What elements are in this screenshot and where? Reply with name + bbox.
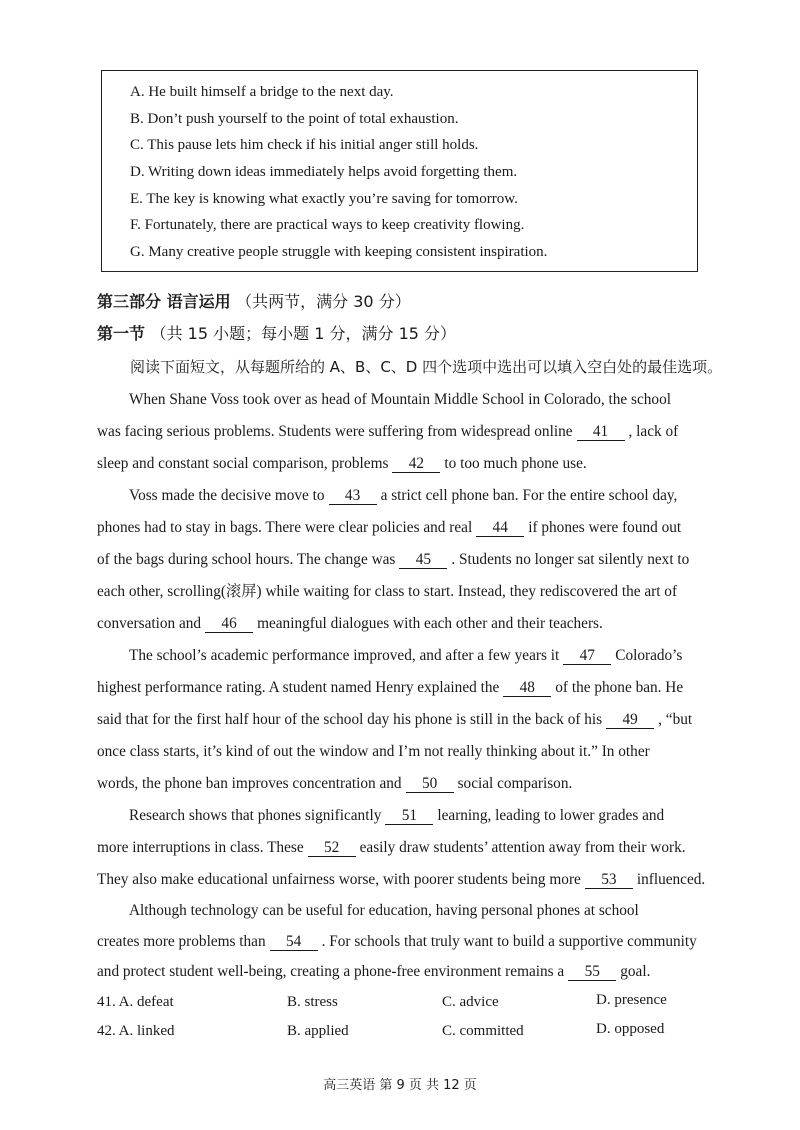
- text-run: Colorado’s: [615, 647, 683, 664]
- text-run: if phones were found out: [528, 519, 682, 536]
- question-41-choice-a: 41. A. defeat: [97, 994, 174, 1010]
- passage-line: [129, 646, 682, 666]
- passage-line: Although technology can be useful for education, having personal phones at school: [129, 902, 639, 919]
- text-run: , “but: [658, 711, 693, 728]
- text-run: . For schools that truly want to build a supportive community: [321, 933, 697, 950]
- passage-line: When Shane Voss took over as head of Mountain Middle School in Colorado, the school: [129, 391, 671, 408]
- passage-line: [97, 774, 572, 794]
- text-run: highest performance rating. A student named Henry explained the: [97, 679, 500, 696]
- text-run: meaningful dialogues with each other and their teachers.: [257, 615, 603, 632]
- text-run: phones had to stay in bags. There were clear policies and real: [97, 519, 473, 536]
- blank-54: 54: [270, 933, 318, 951]
- option-c: C. This pause lets him check if his initial anger still holds.: [130, 137, 479, 153]
- option-d: D. Writing down ideas immediately helps avoid forgetting them.: [130, 164, 518, 180]
- passage-line: [97, 710, 692, 730]
- passage-line: once class starts, it’s kind of out the window and I’m not really thinking about it.” In other: [97, 743, 650, 760]
- text-run: influenced.: [636, 871, 706, 888]
- option-a: A. He built himself a bridge to the next day.: [130, 84, 394, 100]
- instruction: 阅读下面短文，从每题所给的 A、B、C、D 四个选项中选出可以填入空白处的最佳选项。: [130, 358, 723, 376]
- passage-line: each other, scrolling(滚屏) while waiting for class to start. Instead, they rediscovered the art of: [97, 583, 678, 600]
- text-run: Research shows that phones significantly: [129, 807, 382, 824]
- question-42-choice-d: D. opposed: [596, 1021, 665, 1037]
- text-run: to too much phone use.: [444, 455, 587, 472]
- passage-line: [97, 838, 686, 858]
- passage-line: [97, 518, 681, 538]
- text-run: goal.: [620, 963, 651, 980]
- text-run: . Students no longer sat silently next to: [451, 551, 690, 568]
- blank-48: 48: [503, 679, 551, 697]
- blank-44: 44: [476, 519, 524, 537]
- passage-line: [97, 932, 697, 952]
- text-run: creates more problems than: [97, 933, 266, 950]
- text-run: sleep and constant social comparison, problems: [97, 455, 389, 472]
- passage-line: [97, 550, 689, 570]
- text-run: Voss made the decisive move to: [129, 487, 325, 504]
- blank-43: 43: [329, 487, 377, 505]
- text-run: a strict cell phone ban. For the entire school day,: [380, 487, 678, 504]
- option-b: B. Don’t push yourself to the point of total exhaustion.: [130, 111, 459, 127]
- option-f: F. Fortunately, there are practical ways to keep creativity flowing.: [130, 217, 525, 233]
- part-heading: [97, 292, 411, 312]
- blank-52: 52: [308, 839, 356, 857]
- section-note: （共 15 小题；每小题 1 分，满分 15 分）: [150, 324, 457, 343]
- text-run: of the phone ban. He: [555, 679, 684, 696]
- question-41-choice-b: B. stress: [287, 994, 338, 1010]
- blank-45: 45: [399, 551, 447, 569]
- section-title: 第一节: [97, 324, 146, 343]
- text-run: easily draw students’ attention away from their work.: [359, 839, 686, 856]
- question-42-choice-b: B. applied: [287, 1023, 349, 1039]
- text-run: social comparison.: [457, 775, 573, 792]
- blank-53: 53: [585, 871, 633, 889]
- passage-line: [97, 962, 650, 982]
- option-e: E. The key is knowing what exactly you’re saving for tomorrow.: [130, 191, 518, 207]
- text-run: said that for the first half hour of the school day his phone is still in the back of his: [97, 711, 603, 728]
- text-run: learning, leading to lower grades and: [437, 807, 665, 824]
- passage-line: [97, 422, 678, 442]
- blank-42: 42: [392, 455, 440, 473]
- blank-49: 49: [606, 711, 654, 729]
- blank-41: 41: [577, 423, 625, 441]
- question-42-choice-a: 42. A. linked: [97, 1023, 175, 1039]
- question-41-choice-c: C. advice: [442, 994, 499, 1010]
- part-note: （共两节，满分 30 分）: [236, 292, 411, 311]
- option-g: G. Many creative people struggle with keeping consistent inspiration.: [130, 244, 548, 260]
- text-run: of the bags during school hours. The change was: [97, 551, 396, 568]
- passage-line: [97, 454, 587, 474]
- blank-55: 55: [568, 963, 616, 981]
- passage-line: [129, 486, 677, 506]
- text-run: The school’s academic performance improved, and after a few years it: [129, 647, 560, 664]
- text-run: was facing serious problems. Students were suffering from widespread online: [97, 423, 573, 440]
- section-heading: [97, 324, 456, 344]
- question-41-choice-d: D. presence: [596, 992, 667, 1008]
- passage-line: [97, 678, 683, 698]
- question-42-choice-c: C. committed: [442, 1023, 524, 1039]
- blank-51: 51: [385, 807, 433, 825]
- passage-line: [97, 614, 603, 634]
- passage-line: [129, 806, 664, 826]
- passage-line: [97, 870, 705, 890]
- text-run: conversation and: [97, 615, 202, 632]
- blank-46: 46: [205, 615, 253, 633]
- text-run: They also make educational unfairness worse, with poorer students being more: [97, 871, 581, 888]
- part-title: 第三部分 语言运用: [97, 292, 231, 311]
- page-footer: 高三英语 第 9 页 共 12 页: [323, 1078, 477, 1093]
- text-run: , lack of: [628, 423, 679, 440]
- blank-50: 50: [406, 775, 454, 793]
- blank-47: 47: [563, 647, 611, 665]
- text-run: and protect student well-being, creating a phone-free environment remains a: [97, 963, 565, 980]
- text-run: more interruptions in class. These: [97, 839, 304, 856]
- text-run: words, the phone ban improves concentration and: [97, 775, 402, 792]
